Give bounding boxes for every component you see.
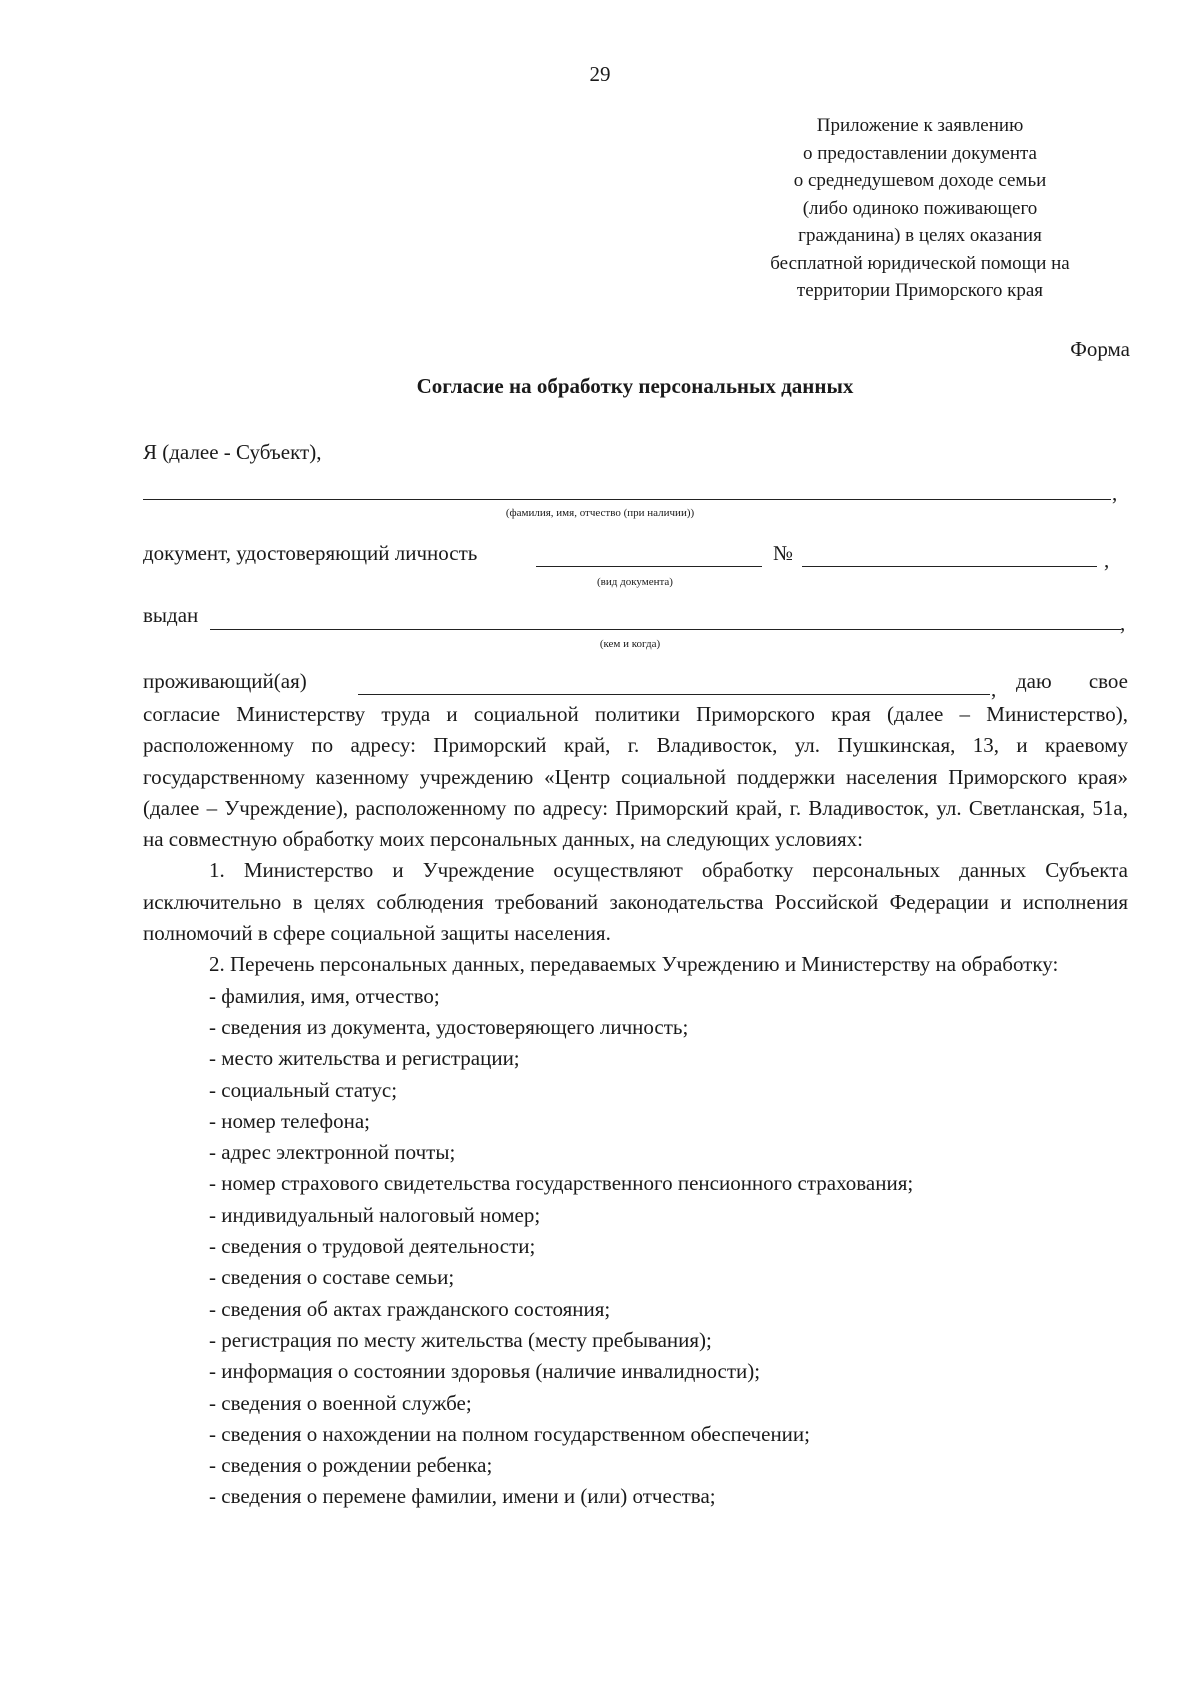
- list-item: - фамилия, имя, отчество;: [209, 983, 440, 1008]
- number-sign: №: [773, 541, 794, 565]
- fio-comma: ,: [1112, 481, 1118, 505]
- appendix-line: о среднедушевом доходе семьи: [793, 170, 1047, 191]
- list-item: - регистрация по месту жительства (месту пребывания);: [209, 1327, 712, 1352]
- residence-field-line[interactable]: [358, 694, 990, 695]
- residing-label: проживающий(ая): [143, 669, 307, 693]
- clause-1: 1. Министерство и Учреждение осуществляют обработку персональных данных Субъекта исключительно в целях соблюдения требований законодательства Российской Федерации и исполнения полномочий в сфере социальной защиты населения.: [143, 858, 1128, 946]
- page-number: 29: [589, 62, 611, 86]
- list-item: - индивидуальный налоговый номер;: [209, 1202, 541, 1227]
- subject-intro: Я (далее - Субъект),: [143, 440, 322, 464]
- list-item: - номер телефона;: [209, 1108, 370, 1133]
- consent-start: даю свое: [1016, 669, 1128, 693]
- doc-comma: ,: [1104, 548, 1110, 572]
- list-item: - сведения о военной службе;: [209, 1390, 472, 1415]
- list-item: - адрес электронной почты;: [209, 1140, 456, 1165]
- appendix-line: о предоставлении документа: [802, 142, 1037, 164]
- appendix-line: бесплатной юридической помощи на: [770, 252, 1070, 274]
- personal-data-list: [143, 981, 1128, 1513]
- appendix-note: [735, 112, 1105, 305]
- consent-paragraph: согласие Министерству труда и социальной политики Приморского края (далее – Министерство), расположенному по адресу: Приморский край, г. Владивосток, ул. Пушкинская, 13, и краевому государственному казенному учреждению «Центр социальной поддержки населения Приморского края» (далее – Учреждение), расположенному по адресу: Приморский край, г. Владивосток, ул. Светланская, 51а, на совместную обработку моих персональных данных, на следующих условиях:: [143, 702, 1128, 852]
- form-label: Форма: [1070, 337, 1130, 361]
- list-item: - сведения о рождении ребенка;: [209, 1453, 493, 1478]
- appendix-line: гражданина) в целях оказания: [798, 225, 1042, 246]
- appendix-line: территории Приморского края: [796, 280, 1044, 301]
- fio-field-line[interactable]: [143, 499, 1111, 500]
- list-item: - информация о состоянии здоровья (наличие инвалидности);: [209, 1359, 761, 1384]
- issued-label: выдан: [143, 603, 199, 627]
- appendix-line: Приложение к заявлению: [816, 115, 1024, 136]
- list-item: - место жительства и регистрации;: [209, 1046, 520, 1071]
- list-item: - сведения из документа, удостоверяющего личность;: [209, 1014, 689, 1039]
- list-item: - сведения о нахождении на полном государственном обеспечении;: [209, 1421, 810, 1446]
- doc-number-field-line[interactable]: [802, 566, 1097, 567]
- doc-type-field-line[interactable]: [536, 566, 762, 567]
- fio-caption: (фамилия, имя, отчество (при наличии)): [505, 507, 695, 519]
- doc-type-caption: (вид документа): [597, 576, 673, 588]
- list-item: - сведения об актах гражданского состояния;: [209, 1296, 611, 1321]
- issued-comma: ,: [1120, 611, 1126, 635]
- issued-field-line[interactable]: [210, 629, 1121, 630]
- list-item: - социальный статус;: [209, 1077, 398, 1102]
- consent-body: [143, 699, 1128, 1513]
- list-item: - сведения о перемене фамилии, имени и (или) отчества;: [209, 1484, 716, 1509]
- list-item: - сведения о составе семьи;: [209, 1265, 455, 1290]
- issued-caption: (кем и когда): [599, 638, 661, 650]
- document-title: Согласие на обработку персональных данных: [416, 374, 854, 398]
- clause-2: 2. Перечень персональных данных, передаваемых Учреждению и Министерству на обработку:: [209, 952, 1059, 977]
- appendix-line: (либо одиноко поживающего: [802, 197, 1038, 219]
- list-item: - сведения о трудовой деятельности;: [209, 1234, 536, 1259]
- list-item: - номер страхового свидетельства государственного пенсионного страхования;: [209, 1171, 914, 1196]
- residence-comma: ,: [991, 677, 997, 701]
- identity-doc-label: документ, удостоверяющий личность: [143, 541, 478, 565]
